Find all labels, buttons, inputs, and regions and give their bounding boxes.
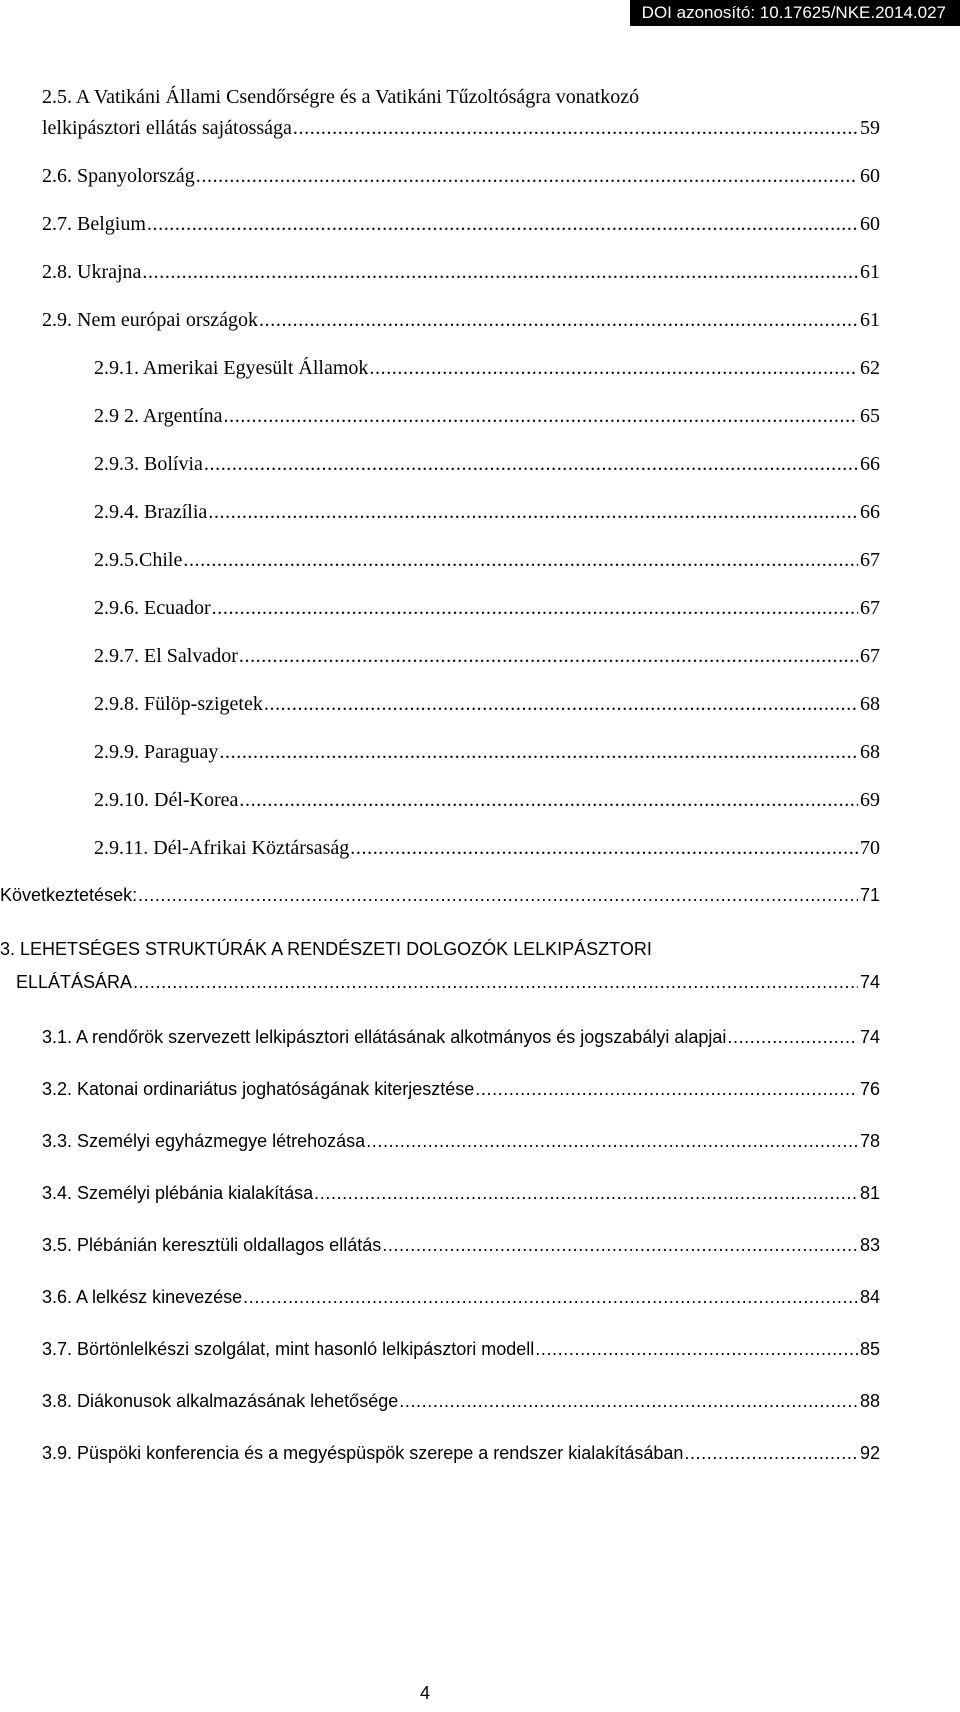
leader-dots (727, 1027, 858, 1048)
toc-entry-page: 83 (859, 1235, 880, 1255)
toc-entry-page: 78 (859, 1131, 880, 1151)
toc-entry-title: 3.2. Katonai ordinariátus joghatóságának kiterjesztése (42, 1079, 475, 1099)
toc-entry-page: 59 (860, 117, 880, 139)
toc-entry-title: 2.6. Spanyolország (42, 165, 195, 187)
leader-dots (133, 972, 858, 993)
toc-entry-title: 2.9.5.Chile (94, 549, 183, 571)
toc-entry[interactable] (42, 117, 880, 140)
toc-entry-title: 2.7. Belgium (42, 213, 146, 235)
leader-dots (224, 405, 858, 428)
toc-entry[interactable] (94, 789, 880, 812)
leader-dots (350, 837, 858, 860)
toc-entry[interactable] (94, 453, 880, 476)
toc-entry[interactable] (42, 1339, 880, 1360)
toc-entry[interactable] (94, 501, 880, 524)
toc-entry-title: 3.7. Börtönlelkészi szolgálat, mint hasonló lelkipásztori modell (42, 1339, 535, 1359)
toc-entry-title: 2.9.7. El Salvador (94, 645, 238, 667)
toc-entry[interactable] (42, 261, 880, 284)
toc-entry-title: 3.9. Püspöki konferencia és a megyéspüspök szerepe a rendszer kialakításában (42, 1443, 684, 1463)
toc-entry-title: 3.5. Plébánián keresztüli oldallagos ellátás (42, 1235, 382, 1255)
leader-dots (138, 885, 858, 906)
leader-dots (142, 261, 858, 284)
toc-entry-title: 2.9.10. Dél-Korea (94, 789, 239, 811)
leader-dots (264, 693, 858, 716)
toc-entry-2-5-line1: 2.5. A Vatikáni Állami Csendőrségre és a Vatikáni Tűzoltóságra vonatkozó (42, 86, 640, 108)
toc-entry[interactable] (42, 213, 880, 236)
toc-entry[interactable] (94, 837, 880, 860)
toc-entry-title: 2.9.1. Amerikai Egyesült Államok (94, 357, 369, 379)
toc-entry-page: 66 (860, 453, 880, 475)
toc-entry[interactable] (42, 1027, 880, 1048)
leader-dots (314, 1183, 858, 1204)
toc-entry[interactable] (94, 693, 880, 716)
toc-entry-page: 62 (860, 357, 880, 379)
toc-entry[interactable] (42, 165, 880, 188)
toc-entry-title: 3.1. A rendőrök szervezett lelkipásztori ellátásának alkotmányos és jogszabályi alapjai (42, 1027, 727, 1047)
toc-entry-page: 65 (860, 405, 880, 427)
toc-entry-page: 92 (859, 1443, 880, 1463)
toc-entry-title: 2.9. Nem európai országok (42, 309, 259, 331)
toc-entry-page: 66 (860, 501, 880, 523)
leader-dots (684, 1443, 858, 1464)
leader-dots (219, 741, 858, 764)
toc-entry-title: lelkipásztori ellátás sajátossága (42, 117, 292, 139)
toc-entry-title: ELLÁTÁSÁRA (16, 972, 133, 992)
toc-entry-page: 84 (859, 1287, 880, 1307)
toc-entry-title: 2.9 2. Argentína (94, 405, 223, 427)
toc-entry[interactable] (94, 549, 880, 572)
toc-entry-page: 88 (859, 1391, 880, 1411)
toc-entry[interactable] (94, 597, 880, 620)
leader-dots (259, 309, 858, 332)
toc-entry-title: 3.8. Diákonusok alkalmazásának lehetősége (42, 1391, 399, 1411)
leader-dots (196, 165, 858, 188)
toc-entry[interactable] (42, 1183, 880, 1204)
toc-entry-page: 61 (860, 309, 880, 331)
toc-chapter-3-line1: 3. LEHETSÉGES STRUKTÚRÁK A RENDÉSZETI DOLGOZÓK LELKIPÁSZTORI (0, 939, 652, 959)
toc-entry[interactable] (42, 1443, 880, 1464)
toc-entry-title: Következtetések: (0, 885, 138, 905)
leader-dots (475, 1079, 858, 1100)
toc-entry-page: 60 (860, 213, 880, 235)
toc-entry-title: 3.3. Személyi egyházmegye létrehozása (42, 1131, 366, 1151)
leader-dots (382, 1235, 858, 1256)
leader-dots (212, 597, 858, 620)
toc-entry-page: 60 (860, 165, 880, 187)
toc-entry-page: 70 (860, 837, 880, 859)
toc-entry[interactable] (42, 1131, 880, 1152)
toc-entry-title: 2.9.6. Ecuador (94, 597, 211, 619)
toc-entry[interactable] (42, 1391, 880, 1412)
toc-entry-page: 81 (859, 1183, 880, 1203)
toc-entry[interactable] (94, 645, 880, 668)
toc-entry[interactable] (42, 1079, 880, 1100)
toc-entry[interactable] (94, 357, 880, 380)
leader-dots (293, 117, 858, 140)
leader-dots (239, 645, 858, 668)
toc-entry-title: 3.4. Személyi plébánia kialakítása (42, 1183, 314, 1203)
leader-dots (399, 1391, 858, 1412)
toc-entry[interactable] (94, 405, 880, 428)
toc-entry-title: 2.9.8. Fülöp-szigetek (94, 693, 263, 715)
toc-entry-page: 67 (860, 549, 880, 571)
toc-entry-title: 2.9.3. Bolívia (94, 453, 203, 475)
toc-entry-title: 2.9.9. Paraguay (94, 741, 219, 763)
toc-entry-title: 2.8. Ukrajna (42, 261, 142, 283)
leader-dots (204, 453, 858, 476)
toc-entry[interactable] (0, 885, 880, 906)
leader-dots (239, 789, 858, 812)
doi-header: DOI azonosító: 10.17625/NKE.2014.027 (630, 0, 960, 26)
toc-entry[interactable] (16, 972, 880, 993)
toc-entry-page: 76 (859, 1079, 880, 1099)
toc-entry-page: 69 (860, 789, 880, 811)
leader-dots (243, 1287, 858, 1308)
toc-entry[interactable] (42, 309, 880, 332)
toc-entry-page: 67 (860, 597, 880, 619)
toc-entry-title: 2.9.4. Brazília (94, 501, 208, 523)
leader-dots (147, 213, 858, 236)
toc-entry[interactable] (42, 1287, 880, 1308)
toc-entry-page: 67 (860, 645, 880, 667)
toc-entry-page: 74 (859, 1027, 880, 1047)
toc-entry-title: 2.9.11. Dél-Afrikai Köztársaság (94, 837, 350, 859)
leader-dots (208, 501, 858, 524)
leader-dots (369, 357, 858, 380)
toc-entry[interactable] (42, 1235, 880, 1256)
toc-entry[interactable] (94, 741, 880, 764)
toc-entry-page: 68 (860, 741, 880, 763)
leader-dots (183, 549, 858, 572)
toc-entry-page: 85 (859, 1339, 880, 1359)
toc-entry-page: 74 (859, 972, 880, 992)
toc-entry-page: 71 (859, 885, 880, 905)
page-number: 4 (419, 1683, 430, 1703)
leader-dots (535, 1339, 858, 1360)
toc-entry-title: 3.6. A lelkész kinevezése (42, 1287, 243, 1307)
toc-entry-page: 68 (860, 693, 880, 715)
toc-entry-page: 61 (860, 261, 880, 283)
leader-dots (366, 1131, 858, 1152)
